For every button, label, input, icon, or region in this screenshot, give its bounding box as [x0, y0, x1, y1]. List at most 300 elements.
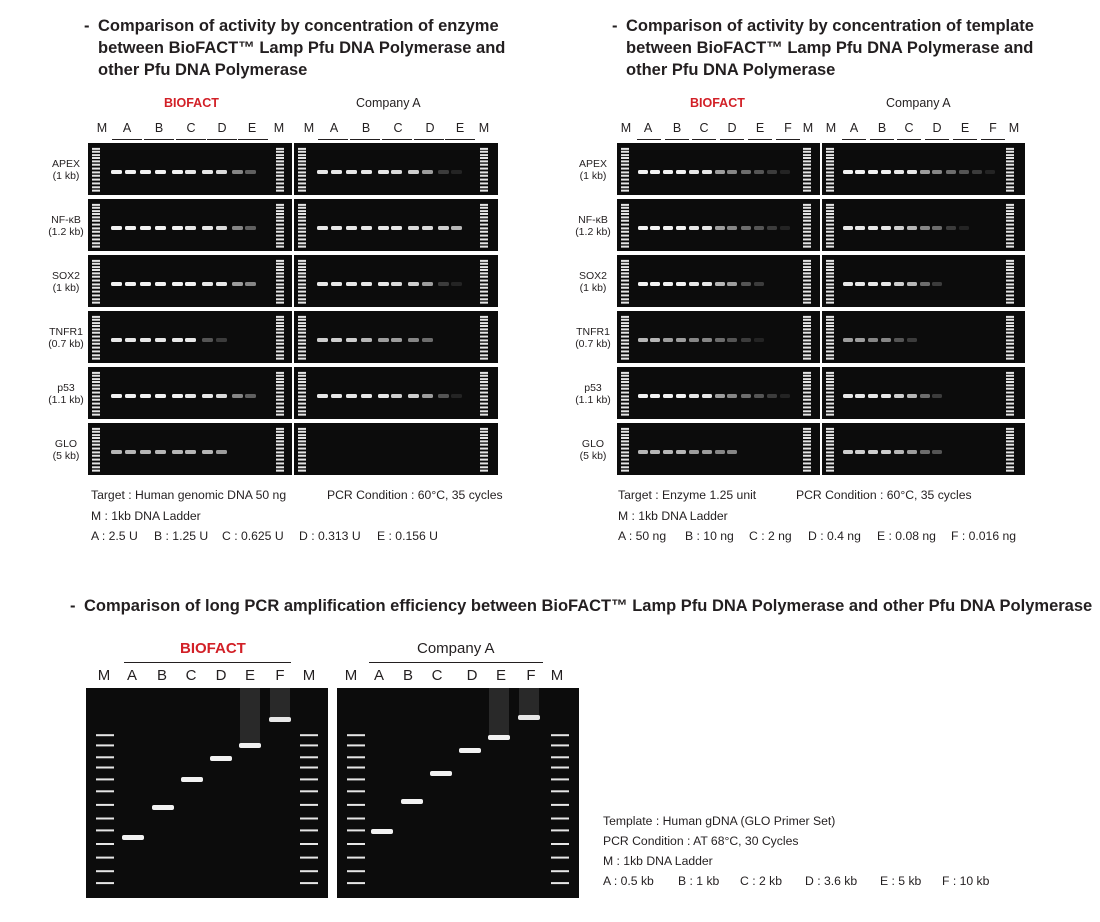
ladder-band	[480, 388, 488, 390]
ladder-band	[621, 381, 629, 383]
ladder-band	[480, 403, 488, 405]
ladder-band	[480, 164, 488, 166]
ladder-band	[480, 204, 488, 206]
ladder-band	[803, 406, 811, 408]
ladder-band	[298, 266, 306, 268]
ladder-band	[826, 328, 834, 330]
gene-size: (1 kb)	[52, 282, 80, 294]
ladder-band	[1006, 462, 1014, 464]
ladder-band	[298, 459, 306, 461]
gel-band	[430, 771, 452, 776]
ladder-band	[92, 186, 100, 188]
gel-band	[111, 282, 122, 286]
ladder-band	[92, 231, 100, 233]
ladder-band	[1006, 179, 1014, 181]
ladder-band	[803, 375, 811, 377]
lane-underline	[238, 139, 268, 140]
section3-gel-left	[86, 688, 328, 898]
ladder-band	[276, 179, 284, 181]
gel-band	[663, 338, 673, 342]
ladder-band	[92, 246, 100, 248]
ladder-band	[803, 186, 811, 188]
gel-band	[663, 282, 673, 286]
ladder-band	[1006, 182, 1014, 184]
gel-band	[185, 226, 196, 230]
ladder-band	[298, 319, 306, 321]
gel-band	[638, 170, 648, 174]
ladder-band	[480, 347, 488, 349]
ladder-band	[480, 190, 488, 192]
lane-underline	[981, 139, 1005, 140]
ladder-band	[1006, 231, 1014, 233]
ladder-band	[298, 440, 306, 442]
ladder-band	[826, 220, 834, 222]
ladder-band	[276, 328, 284, 330]
ladder-band	[1006, 434, 1014, 436]
ladder-band	[803, 358, 811, 360]
gel-band	[715, 338, 725, 342]
section2-title-line3: other Pfu DNA Polymerase	[626, 61, 836, 79]
ladder-band	[298, 151, 306, 153]
gel-band	[868, 282, 878, 286]
gel-band	[780, 394, 790, 398]
lane-label: M	[1008, 121, 1020, 135]
ladder-band	[1006, 395, 1014, 397]
gel-band	[331, 338, 342, 342]
ladder-band	[803, 204, 811, 206]
ladder-band	[276, 182, 284, 184]
ladder-band	[92, 260, 100, 262]
ladder-band	[298, 434, 306, 436]
ladder-band	[92, 190, 100, 192]
ladder-band	[826, 428, 834, 430]
ladder-band	[826, 302, 834, 304]
gel-band	[155, 450, 166, 454]
ladder-band	[276, 322, 284, 324]
gel-strip	[617, 423, 820, 475]
ladder-band	[621, 157, 629, 159]
ladder-band	[480, 395, 488, 397]
gel-band	[780, 170, 790, 174]
gene-size: (1 kb)	[579, 282, 607, 294]
lane-underline	[350, 139, 380, 140]
ladder-band	[1006, 302, 1014, 304]
ladder-band	[480, 287, 488, 289]
ladder-band	[480, 168, 488, 170]
ladder-band	[551, 734, 569, 736]
gel-band	[894, 394, 904, 398]
ladder-band	[621, 151, 629, 153]
ladder-band	[621, 272, 629, 274]
gel-band	[346, 394, 357, 398]
gel-band	[894, 338, 904, 342]
ladder-band	[621, 462, 629, 464]
ladder-band	[276, 260, 284, 262]
lane-label: M	[825, 121, 837, 135]
gel-band	[920, 226, 930, 230]
ladder-band	[1006, 372, 1014, 374]
ladder-band	[826, 325, 834, 327]
ladder-band	[826, 431, 834, 433]
ladder-band	[298, 213, 306, 215]
lane-underline	[382, 139, 412, 140]
ladder-band	[1006, 227, 1014, 229]
ladder-band	[298, 160, 306, 162]
ladder-band	[826, 444, 834, 446]
ladder-band	[298, 354, 306, 356]
ladder-band	[92, 388, 100, 390]
gel-band	[907, 450, 917, 454]
ladder-band	[1006, 216, 1014, 218]
ladder-band	[92, 448, 100, 450]
ladder-band	[1006, 403, 1014, 405]
ladder-band	[276, 227, 284, 229]
ladder-band	[826, 186, 834, 188]
gel-band	[438, 226, 449, 230]
ladder-band	[1006, 238, 1014, 240]
ladder-band	[551, 744, 569, 746]
ladder-band	[1006, 343, 1014, 345]
ladder-band	[1006, 455, 1014, 457]
ladder-band	[276, 448, 284, 450]
ladder-band	[826, 378, 834, 380]
gel-band	[155, 394, 166, 398]
gel-band	[111, 226, 122, 230]
ladder-band	[621, 294, 629, 296]
ladder-band	[92, 466, 100, 468]
ladder-band	[298, 220, 306, 222]
ladder-band	[826, 316, 834, 318]
ladder-band	[826, 227, 834, 229]
lane-label: D	[425, 121, 435, 135]
legend-item: D : 0.4 ng	[808, 529, 861, 543]
section2-biofact-label: BIOFACT	[690, 96, 745, 110]
gel-band	[650, 282, 660, 286]
ladder-band	[96, 818, 114, 820]
ladder-band	[1006, 213, 1014, 215]
ladder-band	[1006, 384, 1014, 386]
gel-smear	[519, 688, 539, 715]
gel-band	[780, 226, 790, 230]
ladder-band	[826, 298, 834, 300]
ladder-band	[276, 440, 284, 442]
ladder-band	[480, 399, 488, 401]
ladder-band	[1006, 332, 1014, 334]
gel-band	[932, 394, 942, 398]
ladder-band	[276, 242, 284, 244]
ladder-band	[276, 190, 284, 192]
ladder-band	[621, 227, 629, 229]
gel-band	[855, 338, 865, 342]
ladder-band	[298, 186, 306, 188]
gel-strip	[617, 143, 820, 195]
ladder-band	[826, 235, 834, 237]
gel-band	[438, 282, 449, 286]
ladder-band	[803, 190, 811, 192]
gel-band	[378, 394, 389, 398]
gel-strip	[822, 423, 1025, 475]
gel-band	[855, 450, 865, 454]
ladder-band	[276, 437, 284, 439]
gel-band	[111, 450, 122, 454]
gel-band	[650, 170, 660, 174]
gene-size: (1 kb)	[52, 170, 80, 182]
section2-gel-image	[617, 143, 1025, 477]
ladder-band	[1006, 406, 1014, 408]
ladder-band	[92, 339, 100, 341]
ladder-band	[826, 283, 834, 285]
ladder-band	[480, 316, 488, 318]
ladder-band	[803, 451, 811, 453]
ladder-band	[480, 186, 488, 188]
ladder-band	[803, 448, 811, 450]
ladder-band	[621, 440, 629, 442]
lane-underline	[176, 139, 206, 140]
ladder-band	[480, 440, 488, 442]
gel-band	[202, 226, 213, 230]
gel-band	[245, 394, 256, 398]
ladder-band	[803, 220, 811, 222]
lane-underline	[144, 139, 174, 140]
legend-item: B : 1.25 U	[154, 529, 209, 543]
section3-biofact-label: BIOFACT	[180, 640, 246, 657]
gel-band	[361, 226, 372, 230]
gel-band	[155, 226, 166, 230]
ladder-band	[1006, 319, 1014, 321]
ladder-band	[621, 372, 629, 374]
ladder-band	[276, 466, 284, 468]
ladder-band	[276, 216, 284, 218]
ladder-band	[826, 381, 834, 383]
ladder-band	[803, 428, 811, 430]
section1-gel-image	[88, 143, 498, 477]
ladder-band	[92, 428, 100, 430]
ladder-band	[551, 882, 569, 884]
ladder-band	[276, 399, 284, 401]
gene-name: p53	[584, 382, 602, 394]
gel-band	[715, 394, 725, 398]
ladder-band	[480, 302, 488, 304]
ladder-band	[551, 756, 569, 758]
legend-item: C : 2 ng	[749, 529, 792, 543]
gel-band	[663, 226, 673, 230]
ladder-band	[92, 316, 100, 318]
ladder-band	[826, 190, 834, 192]
gel-band	[741, 394, 751, 398]
ladder-band	[92, 175, 100, 177]
ladder-band	[276, 336, 284, 338]
gel-band	[638, 226, 648, 230]
ladder-band	[92, 410, 100, 412]
gel-band	[451, 170, 462, 174]
gel-band	[172, 226, 183, 230]
gel-strip	[822, 311, 1025, 363]
ladder-band	[1006, 444, 1014, 446]
gene-name: GLO	[54, 438, 78, 450]
ladder-band	[276, 319, 284, 321]
gel-band	[650, 450, 660, 454]
ladder-band	[298, 431, 306, 433]
gel-band	[317, 394, 328, 398]
ladder-band	[276, 302, 284, 304]
ladder-band	[276, 186, 284, 188]
ladder-band	[298, 283, 306, 285]
gel-band	[868, 338, 878, 342]
ladder-band	[298, 466, 306, 468]
ladder-band	[298, 227, 306, 229]
lane-label: A	[643, 121, 653, 135]
ladder-band	[1006, 298, 1014, 300]
gel-band	[767, 394, 777, 398]
ladder-band	[276, 428, 284, 430]
gel-band	[650, 338, 660, 342]
ladder-band	[826, 179, 834, 181]
ladder-band	[480, 372, 488, 374]
ladder-band	[826, 375, 834, 377]
ladder-band	[92, 328, 100, 330]
ladder-band	[298, 287, 306, 289]
gel-band	[920, 394, 930, 398]
ladder-band	[96, 744, 114, 746]
ladder-band	[826, 276, 834, 278]
lane-underline	[207, 139, 237, 140]
ladder-band	[826, 164, 834, 166]
ladder-band	[1006, 160, 1014, 162]
ladder-band	[92, 168, 100, 170]
ladder-band	[803, 242, 811, 244]
gel-band	[346, 338, 357, 342]
section1-title-line1: Comparison of activity by concentration of enzyme	[98, 17, 499, 35]
gel-strip	[617, 199, 820, 251]
ladder-band	[92, 403, 100, 405]
ladder-band	[803, 246, 811, 248]
ladder-band	[276, 269, 284, 271]
ladder-band	[298, 179, 306, 181]
ladder-band	[298, 148, 306, 150]
gel-band	[125, 338, 136, 342]
ladder-band	[480, 462, 488, 464]
gel-band	[210, 756, 232, 761]
ladder-band	[826, 294, 834, 296]
gel-band	[894, 282, 904, 286]
ladder-band	[92, 434, 100, 436]
section2-ladder-note: M : 1kb DNA Ladder	[618, 509, 728, 523]
ladder-band	[621, 204, 629, 206]
ladder-band	[826, 392, 834, 394]
lane-underline	[925, 139, 949, 140]
gel-band	[676, 226, 686, 230]
section1-title-line3: other Pfu DNA Polymerase	[98, 61, 308, 79]
ladder-band	[1006, 399, 1014, 401]
ladder-band	[826, 332, 834, 334]
gel-band	[843, 282, 853, 286]
ladder-band	[480, 325, 488, 327]
ladder-band	[276, 210, 284, 212]
lane-label: C	[904, 121, 914, 135]
ladder-band	[300, 829, 318, 831]
ladder-band	[298, 204, 306, 206]
ladder-band	[621, 154, 629, 156]
ladder-band	[92, 280, 100, 282]
ladder-band	[480, 375, 488, 377]
gel-smear	[240, 688, 260, 743]
gel-band	[408, 170, 419, 174]
legend-item: E : 0.156 U	[377, 529, 438, 543]
ladder-band	[276, 220, 284, 222]
ladder-band	[480, 242, 488, 244]
ladder-band	[1006, 431, 1014, 433]
ladder-band	[1006, 164, 1014, 166]
gene-name: TNFR1	[576, 326, 610, 338]
gel-band	[741, 338, 751, 342]
gel-band	[111, 170, 122, 174]
ladder-band	[298, 375, 306, 377]
ladder-band	[276, 168, 284, 170]
ladder-band	[826, 336, 834, 338]
ladder-band	[298, 322, 306, 324]
gel-band	[650, 394, 660, 398]
gel-band	[488, 735, 510, 740]
gene-size: (1.1 kb)	[575, 394, 611, 406]
ladder-band	[826, 403, 834, 405]
gel-band	[932, 170, 942, 174]
ladder-band	[1006, 260, 1014, 262]
ladder-band	[803, 148, 811, 150]
ladder-band	[803, 431, 811, 433]
ladder-band	[92, 235, 100, 237]
gel-band	[868, 394, 878, 398]
ladder-band	[92, 164, 100, 166]
ladder-band	[480, 406, 488, 408]
gel-band	[202, 170, 213, 174]
ladder-band	[826, 160, 834, 162]
legend-item: A : 0.5 kb	[603, 874, 654, 888]
gel-strip	[822, 199, 1025, 251]
gel-band	[518, 715, 540, 720]
ladder-band	[826, 266, 834, 268]
gel-strip	[294, 367, 498, 419]
lane-underline	[870, 139, 894, 140]
ladder-band	[803, 168, 811, 170]
ladder-band	[803, 316, 811, 318]
ladder-band	[803, 280, 811, 282]
gel-band	[451, 226, 462, 230]
ladder-band	[621, 298, 629, 300]
ladder-band	[826, 287, 834, 289]
ladder-band	[1006, 266, 1014, 268]
gel-band	[401, 799, 423, 804]
gel-band	[181, 777, 203, 782]
ladder-band	[276, 431, 284, 433]
ladder-band	[803, 336, 811, 338]
lane-label: D	[217, 121, 227, 135]
ladder-band	[803, 322, 811, 324]
ladder-band	[826, 343, 834, 345]
ladder-band	[621, 210, 629, 212]
ladder-band	[803, 210, 811, 212]
gel-band	[140, 450, 151, 454]
ladder-band	[826, 358, 834, 360]
gel-band	[727, 170, 737, 174]
ladder-band	[480, 179, 488, 181]
ladder-band	[298, 350, 306, 352]
ladder-band	[276, 283, 284, 285]
ladder-band	[826, 347, 834, 349]
lane-label: F	[784, 121, 792, 135]
ladder-band	[92, 157, 100, 159]
ladder-band	[826, 204, 834, 206]
gel-band	[932, 450, 942, 454]
